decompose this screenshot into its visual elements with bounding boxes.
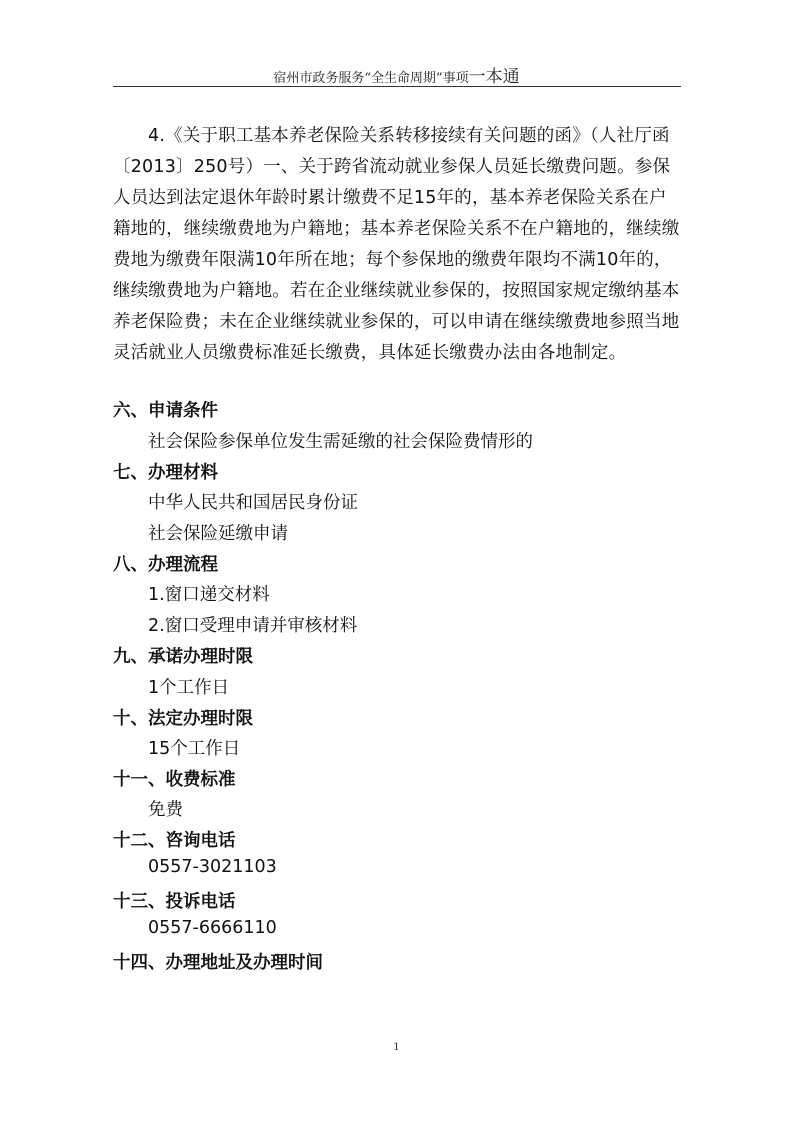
header-title-suffix: 一本通 xyxy=(468,67,520,87)
section-13-heading: 十三、投诉电话 xyxy=(113,892,236,912)
section-8-item: 1.窗口递交材料 xyxy=(148,585,270,605)
section-14-heading: 十四、办理地址及办理时间 xyxy=(113,953,323,973)
section-6-heading: 六、申请条件 xyxy=(113,401,218,421)
section-6-content: 社会保险参保单位发生需延缴的社会保险费情形的 xyxy=(148,432,533,452)
section-8-heading: 八、办理流程 xyxy=(113,555,218,575)
section-12-content: 0557-3021103 xyxy=(148,857,277,877)
section-10-heading: 十、法定办理时限 xyxy=(113,709,253,729)
header-title: 宿州市政务服务“全生命周期”事项 xyxy=(273,71,469,86)
section-11-content: 免费 xyxy=(148,800,183,820)
section-13-content: 0557-6666110 xyxy=(148,918,277,938)
page-number: 1 xyxy=(393,1042,400,1053)
section-9-content: 1个工作日 xyxy=(148,678,230,698)
section-8-item: 2.窗口受理申请并审核材料 xyxy=(148,616,358,636)
section-7-item: 中华人民共和国居民身份证 xyxy=(148,493,358,513)
intro-paragraph: 4.《关于职工基本养老保险关系转移接续有关问题的函》（人社厅函〔2013〕250号）一、关于跨省流动就业参保人员延长缴费问题。参保人员达到法定退休年龄时累计缴费不足15年的，基本养老保险关系在户籍地的，继续缴费地为户籍地；基本养老保险关系不在户籍地的，继续缴费地为缴费年限满10年所在地；每个参保地的缴费年限均不满10年的，继续缴费地为户籍地。若在企业继续就业参保的，按照国家规定缴纳基本养老保险费；未在企业继续就业参保的，可以申请在继续缴费地参照当地灵活就业人员缴费标准延长缴费，具体延长缴费办法由各地制定。 xyxy=(113,126,680,363)
section-10-content: 15个工作日 xyxy=(148,739,241,759)
section-7-item: 社会保险延缴申请 xyxy=(148,524,288,544)
section-7-heading: 七、办理材料 xyxy=(113,463,218,483)
section-12-heading: 十二、咨询电话 xyxy=(113,831,236,851)
header-divider xyxy=(113,86,681,87)
section-9-heading: 九、承诺办理时限 xyxy=(113,647,253,667)
page-header xyxy=(0,62,793,87)
section-11-heading: 十一、收费标准 xyxy=(113,770,236,790)
